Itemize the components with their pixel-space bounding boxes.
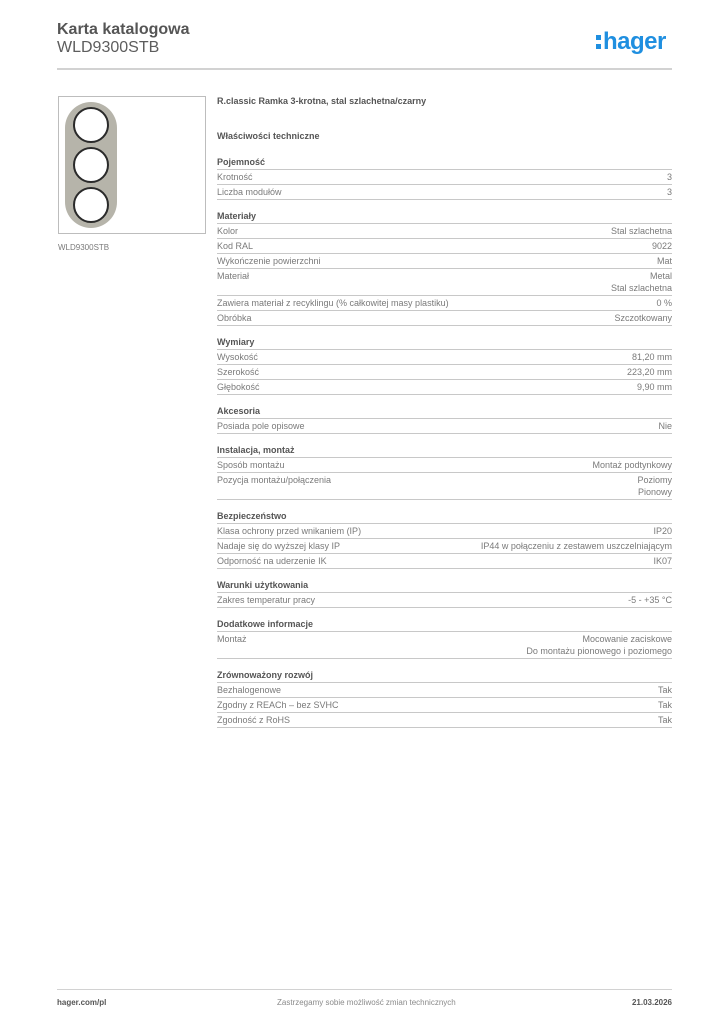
spec-label: Obróbka (217, 313, 252, 323)
spec-group-title: Akcesoria (217, 405, 672, 419)
spec-row (217, 311, 672, 326)
spec-value-line: 3 (666, 172, 672, 182)
spec-group (217, 579, 672, 608)
frame-3-gang-icon (65, 102, 117, 228)
spec-row (217, 419, 672, 434)
product-name: R.classic Ramka 3-krotna, stal szlachetna/czarny (217, 96, 427, 106)
spec-value (658, 420, 672, 432)
spec-label: Odporność na uderzenie IK (217, 556, 327, 566)
spec-value (667, 171, 672, 183)
spec-label: Zgodność z RoHS (217, 715, 291, 725)
spec-row (217, 524, 672, 539)
spec-value (656, 297, 672, 309)
spec-group-title: Warunki użytkowania (217, 579, 672, 593)
spec-group-title: Zrównoważony rozwój (217, 669, 672, 683)
spec-group-title: Bezpieczeństwo (217, 510, 672, 524)
image-caption: WLD9300STB (58, 243, 110, 252)
spec-value (658, 699, 672, 711)
spec-value (627, 366, 672, 378)
spec-value (611, 225, 672, 237)
spec-row (217, 632, 672, 659)
spec-value-line: IP44 w połączeniu z zestawem uszczelniającym (480, 541, 672, 551)
spec-label: Zawiera materiał z recyklingu (% całkowitej masy plastiku) (217, 298, 449, 308)
spec-label: Krotność (217, 172, 253, 182)
spec-label: Zakres temperatur pracy (217, 595, 316, 605)
spec-label: Posiada pole opisowe (217, 421, 305, 431)
header-divider (57, 68, 672, 70)
spec-group (217, 405, 672, 434)
spec-value (652, 240, 672, 252)
spec-group (217, 510, 672, 569)
spec-group (217, 336, 672, 395)
spec-group (217, 669, 672, 728)
spec-value-line: Stal szlachetna (610, 226, 672, 236)
spec-groups (217, 156, 672, 728)
spec-row (217, 254, 672, 269)
spec-group-title: Pojemność (217, 156, 672, 170)
spec-label: Głębokość (217, 382, 260, 392)
spec-value (658, 714, 672, 726)
footer-date: 21.03.2026 (631, 998, 672, 1007)
document-title: Karta katalogowa (57, 21, 190, 38)
hager-logo (596, 28, 666, 56)
spec-value-line: 3 (666, 187, 672, 197)
spec-value (611, 270, 672, 294)
product-image (58, 96, 206, 234)
spec-row (217, 458, 672, 473)
spec-value-line: IK07 (653, 556, 672, 566)
frame-opening-2 (73, 147, 109, 183)
spec-value (657, 255, 672, 267)
spec-value (653, 525, 672, 537)
spec-row (217, 269, 672, 296)
spec-row (217, 365, 672, 380)
spec-value-line: 0 % (656, 298, 672, 308)
spec-group-title: Wymiary (217, 336, 672, 350)
spec-row (217, 713, 672, 728)
spec-label: Kolor (217, 226, 239, 236)
spec-value (632, 351, 672, 363)
spec-row (217, 554, 672, 569)
spec-label: Sposób montażu (217, 460, 285, 470)
spec-value-line: Do montażu pionowego i poziomego (526, 646, 672, 656)
spec-value-line: Szczotkowany (614, 313, 672, 323)
spec-value (614, 312, 672, 324)
spec-row (217, 239, 672, 254)
spec-value-line: Tak (657, 700, 672, 710)
spec-value-line: Mat (656, 256, 672, 266)
spec-group-title: Instalacja, montaż (217, 444, 672, 458)
spec-row (217, 698, 672, 713)
spec-value-line: Tak (657, 715, 672, 725)
spec-group-title: Materiały (217, 210, 672, 224)
spec-value-line: 223,20 mm (626, 367, 672, 377)
spec-row (217, 683, 672, 698)
spec-label: Montaż (217, 634, 247, 644)
product-code: WLD9300STB (57, 39, 160, 56)
spec-value (637, 381, 672, 393)
spec-row (217, 350, 672, 365)
spec-label: Szerokość (217, 367, 260, 377)
spec-group (217, 156, 672, 200)
spec-value-line: 81,20 mm (631, 352, 672, 362)
spec-row (217, 170, 672, 185)
frame-opening-3 (73, 187, 109, 223)
logo-colon-icon (596, 34, 602, 50)
spec-label: Wykończenie powierzchni (217, 256, 321, 266)
spec-group (217, 618, 672, 659)
spec-value (667, 186, 672, 198)
section-title: Właściwości techniczne (217, 131, 320, 141)
footer-divider (57, 989, 672, 990)
spec-value (653, 555, 672, 567)
spec-value (628, 594, 672, 606)
spec-group (217, 210, 672, 326)
spec-value-line: Stal szlachetna (610, 283, 672, 293)
spec-value-line: 9022 (651, 241, 672, 251)
spec-label: Zgodny z REACh – bez SVHC (217, 700, 339, 710)
spec-group-title: Dodatkowe informacje (217, 618, 672, 632)
spec-value (481, 540, 672, 552)
footer-disclaimer: Zastrzegamy sobie możliwość zmian technicznych (277, 998, 456, 1007)
spec-row (217, 593, 672, 608)
spec-value-line: Poziomy (637, 475, 672, 485)
spec-value-line: Metal (649, 271, 672, 281)
spec-value-line: Mocowanie zaciskowe (582, 634, 672, 644)
spec-label: Kod RAL (217, 241, 254, 251)
spec-row (217, 224, 672, 239)
spec-value-line: IP20 (653, 526, 672, 536)
spec-value (658, 684, 672, 696)
spec-label: Pozycja montażu/połączenia (217, 475, 332, 485)
spec-label: Wysokość (217, 352, 258, 362)
spec-value-line: 9,90 mm (636, 382, 672, 392)
spec-value (526, 633, 672, 657)
spec-label: Liczba modułów (217, 187, 282, 197)
footer-website-link[interactable]: hager.com/pl (57, 998, 107, 1007)
spec-row (217, 473, 672, 500)
spec-value-line: -5 - +35 °C (628, 595, 672, 605)
spec-value (592, 459, 672, 471)
spec-group (217, 444, 672, 500)
spec-label: Nadaje się do wyższej klasy IP (217, 541, 341, 551)
spec-label: Materiał (217, 271, 250, 281)
spec-value-line: Pionowy (637, 487, 672, 497)
logo-text: hager (603, 28, 666, 55)
frame-opening-1 (73, 107, 109, 143)
spec-value-line: Nie (658, 421, 672, 431)
spec-value-line: Tak (657, 685, 672, 695)
spec-row (217, 185, 672, 200)
spec-value (637, 474, 672, 498)
spec-row (217, 380, 672, 395)
spec-value-line: Montaż podtynkowy (592, 460, 672, 470)
spec-content (217, 95, 672, 738)
spec-label: Bezhalogenowe (217, 685, 282, 695)
spec-row (217, 539, 672, 554)
spec-label: Klasa ochrony przed wnikaniem (IP) (217, 526, 362, 536)
spec-row (217, 296, 672, 311)
